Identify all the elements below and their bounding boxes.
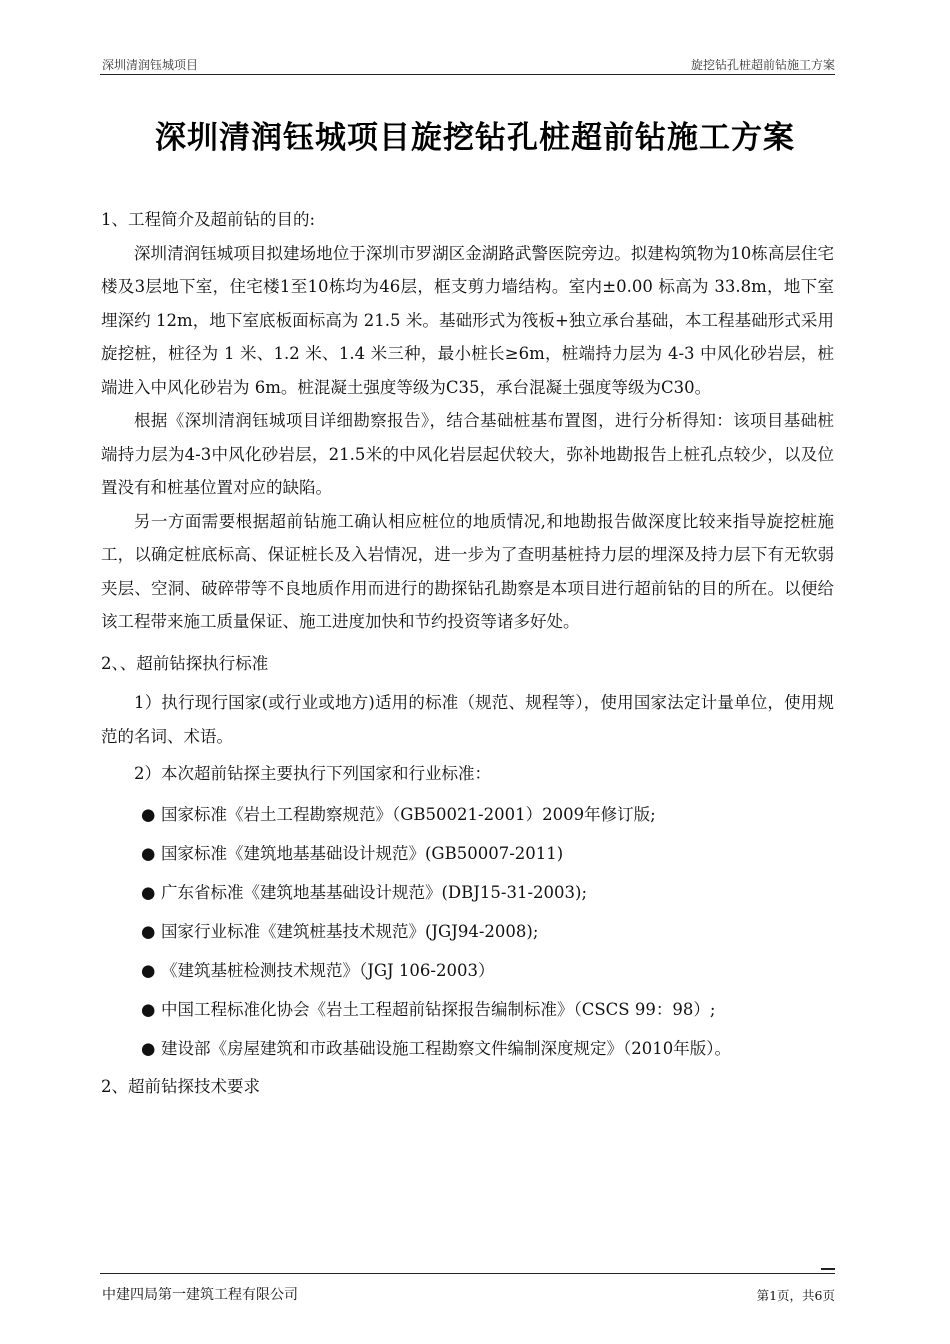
page-footer [100,1273,835,1303]
header-doc-title: 旋挖钻孔桩超前钻施工方案 [690,58,835,72]
section-1-paragraph-1: 深圳清润钰城项目拟建场地位于深圳市罗湖区金湖路武警医院旁边。拟建构筑物为10栋高层住宅楼及3层地下室，住宅楼1至10栋均为46层，框支剪力墙结构。室内±0.00 标高为 33.8m，地下室埋深约 12m，地下室底板面标高为 21.5 米。基础形式为筏板+独立承台基础，本工程基础形式采用旋挖桩，桩径为 1 米、1.2 米、1.4 米三种，最小桩长≥6m，桩端持力层为 4-3 中风化砂岩层，桩端进入中风化砂岩为 6m。桩混凝土强度等级为C35，承台混凝土强度等级为C30。 [101,243,834,397]
bullet-icon: ● [141,999,156,1019]
list-item: ● 建设部《房屋建筑和市政基础设施工程勘察文件编制深度规定》（2010年版）。 [101,1029,834,1068]
section-2-paragraph-1: 1）执行现行国家(或行业或地方)适用的标准（规范、规程等），使用国家法定计量单位，使用规范的名词、术语。 [101,693,834,746]
list-item: ● 《建筑基桩检测技术规范》（JGJ 106-2003） [101,951,834,990]
section-1-heading: 1、工程简介及超前钻的目的: [101,210,316,229]
section-2-paragraph-2: 2）本次超前钻探主要执行下列国家和行业标准： [134,764,491,783]
list-item: ● 国家行业标准《建筑桩基技术规范》(JGJ94-2008); [101,912,834,951]
bullet-icon: ● [141,843,156,863]
bullet-icon: ● [141,804,156,824]
list-item: ● 国家标准《建筑地基基础设计规范》(GB50007-2011) [101,834,834,873]
section-1-paragraph-2: 根据《深圳清润钰城项目详细勘察报告》，结合基础桩基布置图，进行分析得知：该项目基础桩端持力层为4-3中风化砂岩层，21.5米的中风化岩层起伏较大，弥补地勘报告上桩孔点较少，以及位置没有和桩基位置对应的缺陷。 [101,411,834,497]
header-project-name: 深圳清润钰城项目 [102,58,199,72]
bullet-icon: ● [141,960,156,980]
list-item: ● 中国工程标准化协会《岩土工程超前钻探报告编制标准》（CSCS 99：98）; [101,990,834,1029]
section-1-paragraph-3: 另一方面需要根据超前钻施工确认相应桩位的地质情况,和地勘报告做深度比较来指导旋挖桩施工，以确定桩底标高、保证桩长及入岩情况，进一步为了查明基桩持力层的埋深及持力层下有无软弱夹层、空洞、破碎带等不良地质作用而进行的勘探钻孔勘察是本项目进行超前钻的目的所在。以便给该工程带来施工质量保证、施工进度加快和节约投资等诸多好处。 [101,511,834,631]
list-item: ● 广东省标准《建筑地基基础设计规范》(DBJ15-31-2003); [101,873,834,912]
footer-page-number: 第1页，共6页 [756,1288,835,1303]
bullet-icon: ● [141,882,156,902]
list-item: ● 国家标准《岩土工程勘察规范》（GB50021-2001）2009年修订版; [101,795,834,834]
page-header [100,56,835,75]
bullet-icon: ● [141,921,156,941]
document-body [101,203,834,1103]
footer-company: 中建四局第一建筑工程有限公司 [102,1287,298,1303]
document-title: 深圳清润钰城项目旋挖钻孔桩超前钻施工方案 [155,120,795,156]
section-2-heading: 2、、超前钻探执行标准 [101,653,269,673]
section-3-heading: 2、超前钻探技术要求 [101,1076,260,1096]
footer-divider-mark [821,1268,835,1270]
bullet-icon: ● [141,1038,156,1058]
